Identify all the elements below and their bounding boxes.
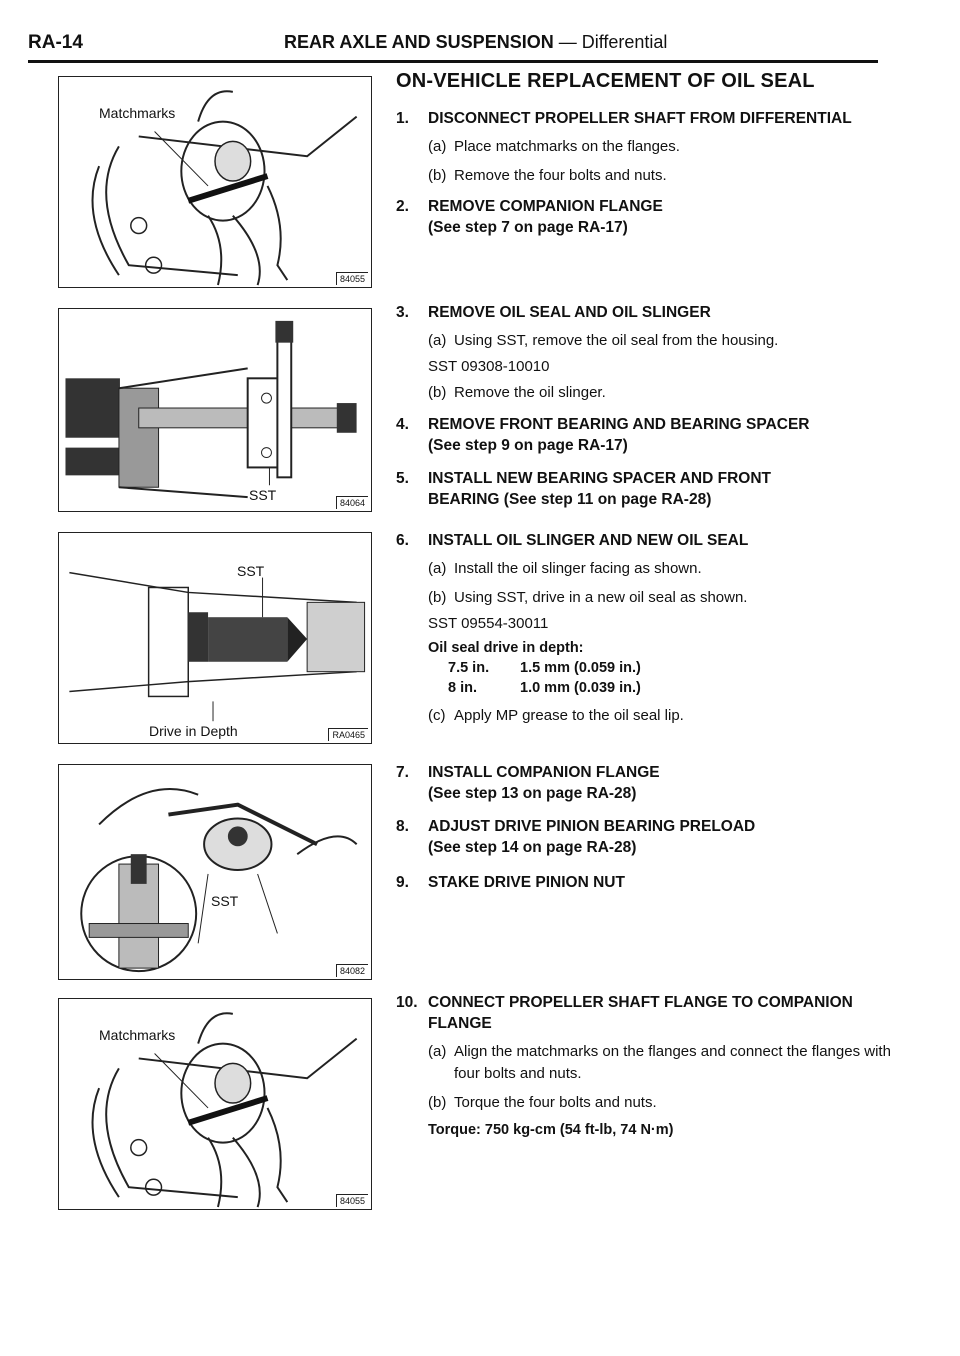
step-title: INSTALL NEW BEARING SPACER AND FRONT <box>428 470 772 487</box>
figure-label: SST <box>211 893 239 909</box>
depth-value: 1.0 mm (0.039 in.) <box>520 680 641 696</box>
torque-spec: Torque: 750 kg-cm (54 ft-lb, 74 N·m) <box>428 1122 674 1138</box>
step-number: 7. <box>396 764 409 781</box>
step-7 <box>396 762 916 804</box>
sst-number: SST 09308-10010 <box>428 358 550 375</box>
figure-label: Matchmarks <box>99 105 176 121</box>
step-number: 5. <box>396 470 409 487</box>
step-4 <box>396 414 916 456</box>
sub-text: Install the oil slinger facing as shown. <box>454 560 702 577</box>
figure-code: RA0465 <box>328 728 368 741</box>
step-number: 10. <box>396 994 418 1011</box>
sub-letter: (b) <box>428 384 447 401</box>
step-title: ADJUST DRIVE PINION BEARING PRELOAD <box>428 818 756 835</box>
step-1 <box>396 108 916 187</box>
sub-letter: (c) <box>428 707 446 724</box>
figure-code: 84055 <box>336 272 368 285</box>
sub-text: Using SST, remove the oil seal from the housing. <box>454 332 779 349</box>
step-6 <box>396 530 916 727</box>
header-title <box>284 32 667 53</box>
depth-title: Oil seal drive in depth: <box>428 640 584 656</box>
figure-code: 84055 <box>336 1194 368 1207</box>
step-title: REMOVE COMPANION FLANGE <box>428 198 663 215</box>
step-number: 6. <box>396 532 409 549</box>
step-number: 3. <box>396 304 409 321</box>
figure-label: Matchmarks <box>99 1027 176 1043</box>
step-title: STAKE DRIVE PINION NUT <box>428 874 625 891</box>
page-header <box>28 30 878 58</box>
figure-drive-in-depth <box>58 532 372 744</box>
depth-row <box>448 658 916 678</box>
figure-code: 84082 <box>336 964 368 977</box>
header-rule <box>28 60 878 63</box>
sub-text: Align the matchmarks on the flanges and connect the flanges with four bolts and nuts. <box>454 1043 891 1082</box>
step-title: REMOVE FRONT BEARING AND BEARING SPACER <box>428 416 810 433</box>
depth-row <box>448 678 916 698</box>
figure-label: SST <box>249 487 277 503</box>
step-title: INSTALL OIL SLINGER AND NEW OIL SEAL <box>428 532 749 549</box>
step-3 <box>396 302 916 404</box>
sub-text: Place matchmarks on the flanges. <box>454 138 680 155</box>
sub-text: Remove the oil slinger. <box>454 384 606 401</box>
sub-letter: (b) <box>428 589 447 606</box>
figure-sst-puller <box>58 308 372 512</box>
depth-size: 8 in. <box>448 680 478 696</box>
depth-value: 1.5 mm (0.059 in.) <box>520 660 641 676</box>
step-title: INSTALL COMPANION FLANGE <box>428 764 660 781</box>
figure-label-depth: Drive in Depth <box>149 723 238 739</box>
sst-number: SST 09554-30011 <box>428 615 549 632</box>
step-9 <box>396 872 916 893</box>
seal-driver-illustration <box>59 533 371 743</box>
step-number: 4. <box>396 416 409 433</box>
section-title: REAR AXLE AND SUSPENSION <box>284 32 554 52</box>
step-number: 1. <box>396 110 409 127</box>
step-reference: BEARING (See step 11 on page RA-28) <box>428 491 712 508</box>
staking-illustration <box>59 765 371 979</box>
step-reference: (See step 13 on page RA-28) <box>428 785 637 802</box>
page-id: RA-14 <box>28 32 83 53</box>
step-reference: (See step 14 on page RA-28) <box>428 839 637 856</box>
section-heading: ON-VEHICLE REPLACEMENT OF OIL SEAL <box>396 70 815 92</box>
sub-text: Torque the four bolts and nuts. <box>454 1094 657 1111</box>
figure-stake-nut <box>58 764 372 980</box>
sub-letter: (b) <box>428 1094 447 1111</box>
subsection-title: — Differential <box>558 32 668 52</box>
sub-text: Remove the four bolts and nuts. <box>454 167 667 184</box>
figure-code: 84064 <box>336 496 368 509</box>
figure-matchmarks-2 <box>58 998 372 1210</box>
step-title: DISCONNECT PROPELLER SHAFT FROM DIFFERENTIAL <box>428 110 852 127</box>
depth-size: 7.5 in. <box>448 660 490 676</box>
sub-text: Apply MP grease to the oil seal lip. <box>454 707 684 724</box>
sub-letter: (b) <box>428 167 447 184</box>
step-reference: (See step 7 on page RA-17) <box>428 219 628 236</box>
step-8 <box>396 816 916 858</box>
procedure-content <box>396 70 916 1138</box>
sub-letter: (a) <box>428 1043 447 1060</box>
figure-label: SST <box>237 563 265 579</box>
step-number: 9. <box>396 874 409 891</box>
step-title-cont: FLANGE <box>428 1015 492 1032</box>
step-10 <box>396 992 916 1140</box>
sub-letter: (a) <box>428 332 447 349</box>
step-reference: (See step 9 on page RA-17) <box>428 437 628 454</box>
figure-matchmarks-1 <box>58 76 372 288</box>
step-5 <box>396 468 916 510</box>
step-2 <box>396 196 916 238</box>
puller-illustration <box>59 309 371 511</box>
sub-letter: (a) <box>428 560 447 577</box>
step-number: 8. <box>396 818 409 835</box>
sub-letter: (a) <box>428 138 447 155</box>
sub-text: Using SST, drive in a new oil seal as shown. <box>454 589 748 606</box>
step-title: CONNECT PROPELLER SHAFT FLANGE TO COMPANION <box>428 994 853 1011</box>
step-title: REMOVE OIL SEAL AND OIL SLINGER <box>428 304 711 321</box>
step-number: 2. <box>396 198 409 215</box>
